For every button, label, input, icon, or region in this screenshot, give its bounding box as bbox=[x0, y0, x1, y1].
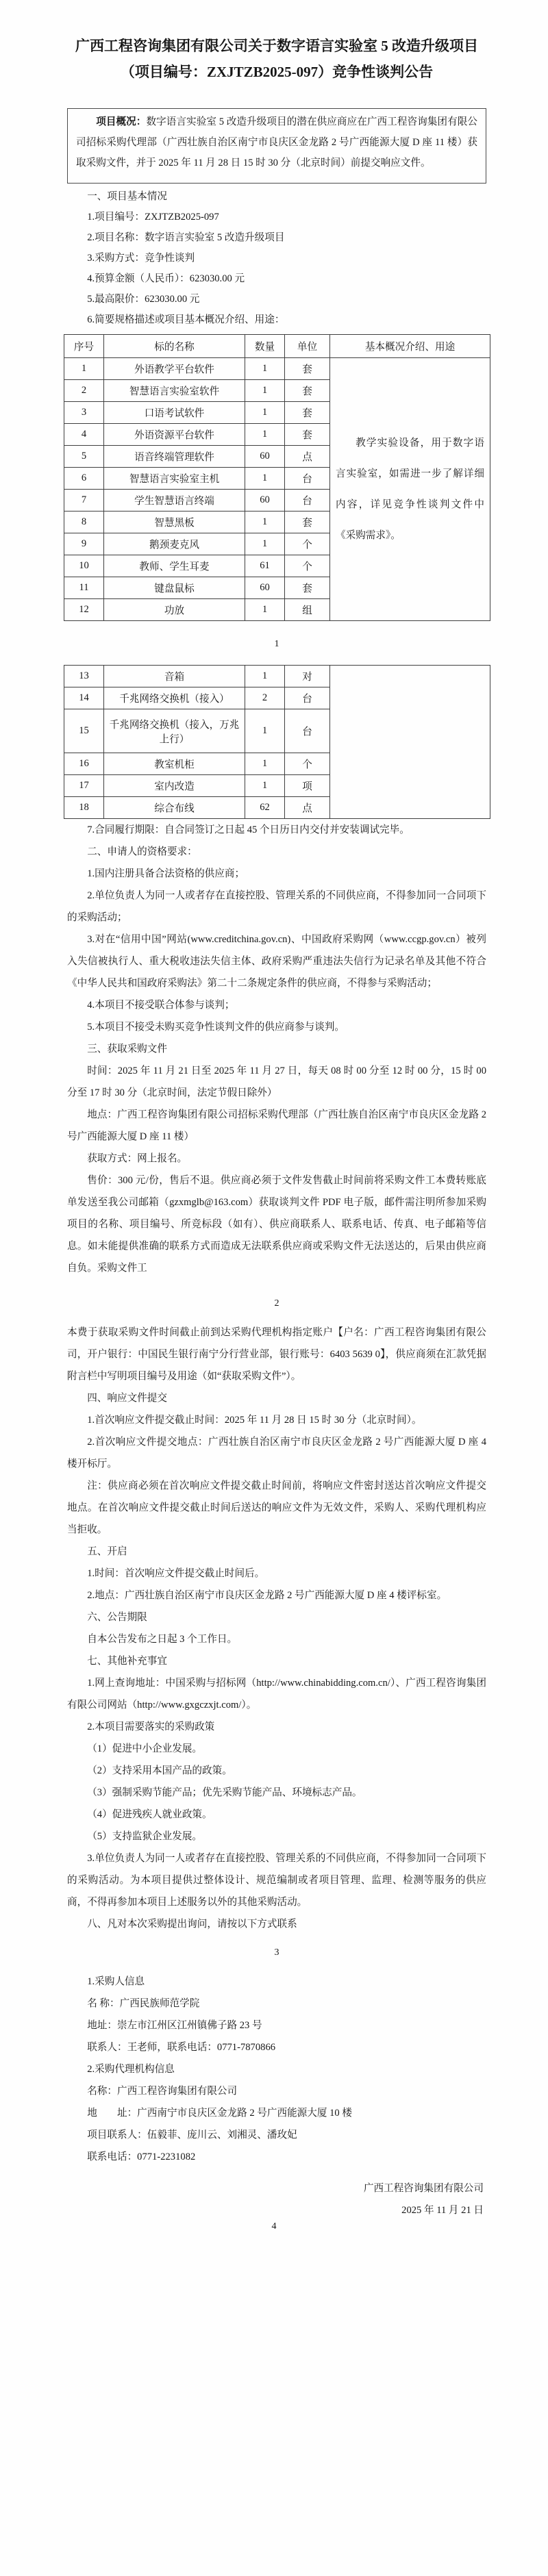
item-project-number: 1.项目编号：ZXJTZB2025-097 bbox=[87, 212, 219, 223]
cell-no: 18 bbox=[64, 797, 104, 819]
opening-place: 2.地点：广西壮族自治区南宁市良庆区金龙路 2 号广西能源大厦 D 座 4 楼评标室。 bbox=[87, 1590, 447, 1601]
cell-no: 4 bbox=[64, 424, 104, 446]
table-row bbox=[64, 666, 490, 687]
cell-qty: 1 bbox=[245, 533, 285, 555]
purchaser-contact: 联系人：王老师，联系电话：0771-7870866 bbox=[87, 2042, 276, 2053]
cell-qty: 1 bbox=[245, 380, 285, 402]
page-number-2: 2 bbox=[274, 1298, 279, 1309]
col-header-no: 序号 bbox=[64, 335, 104, 358]
cell-unit: 台 bbox=[285, 709, 330, 753]
response-deadline: 1.首次响应文件提交截止时间：2025 年 11 月 28 日 15 时 30 分（北京时间）。 bbox=[87, 1415, 422, 1426]
cell-no: 13 bbox=[64, 666, 104, 687]
heading-section-4: 四、响应文件提交 bbox=[87, 1393, 167, 1404]
cell-unit: 个 bbox=[285, 555, 330, 577]
cell-no: 7 bbox=[64, 490, 104, 512]
agency-address: 地 址：广西南宁市良庆区金龙路 2 号广西能源大厦 10 楼 bbox=[87, 2108, 352, 2119]
doc-title-line-2: （项目编号：ZXJTZB2025-097）竞争性谈判公告 bbox=[120, 64, 434, 80]
policy-item-5: （5）支持监狱企业发展。 bbox=[87, 1831, 203, 1842]
cell-qty: 2 bbox=[245, 687, 285, 709]
cell-qty: 1 bbox=[245, 358, 285, 380]
cell-no: 11 bbox=[64, 577, 104, 599]
cell-name: 外语教学平台软件 bbox=[104, 358, 245, 380]
qualification-item-3: 3.对在“信用中国”网站(www.creditchina.gov.cn)、中国政府采购网（www.ccgp.gov.cn）被列入失信被执行人、重大税收违法失信主体、政府采购严重违法失信行为记录名单及其他不符合《中华人民共和国政府采购法》第二十二条规定条件的供应商，不得参与采购活动； bbox=[67, 934, 486, 989]
cell-name: 口语考试软件 bbox=[104, 402, 245, 424]
item-price-ceiling: 5.最高限价：623030.00 元 bbox=[87, 294, 200, 305]
doc-obtain-time: 时间：2025 年 11 月 21 日至 2025 年 11 月 27 日，每天 08 时 00 分至 12 时 00 分，15 时 00 分至 17 时 30 分（北京时间，法定节假日除外） bbox=[67, 1065, 486, 1098]
signature-block bbox=[67, 2177, 486, 2221]
cell-name: 学生智慧语言终端 bbox=[104, 490, 245, 512]
heading-section-5: 五、开启 bbox=[87, 1546, 127, 1557]
purchaser-name: 名 称：广西民族师范学院 bbox=[87, 1998, 200, 2009]
heading-section-2: 二、申请人的资格要求： bbox=[87, 846, 197, 857]
procurement-policy-heading: 2.本项目需要落实的采购政策 bbox=[87, 1721, 215, 1732]
cell-name: 千兆网络交换机（接入，万兆上行） bbox=[104, 709, 245, 753]
cell-no: 9 bbox=[64, 533, 104, 555]
cell-unit: 台 bbox=[285, 687, 330, 709]
cell-qty: 1 bbox=[245, 753, 285, 775]
items-table-page2 bbox=[64, 665, 490, 819]
cell-no: 15 bbox=[64, 709, 104, 753]
online-query-address: 1.网上查询地址：中国采购与招标网（http://www.chinabidding.com.cn/）、广西工程咨询集团有限公司网站（http://www.gxgczxjt.com/）。 bbox=[67, 1678, 486, 1710]
cell-unit: 个 bbox=[285, 533, 330, 555]
table-row bbox=[64, 358, 490, 380]
cell-no: 12 bbox=[64, 599, 104, 621]
cell-qty: 1 bbox=[245, 599, 285, 621]
cell-no: 10 bbox=[64, 555, 104, 577]
cell-name: 外语资源平台软件 bbox=[104, 424, 245, 446]
heading-section-3: 三、获取采购文件 bbox=[87, 1044, 167, 1055]
cell-name: 室内改造 bbox=[104, 775, 245, 797]
agency-info-heading: 2.采购代理机构信息 bbox=[87, 2064, 175, 2075]
item-contract-period: 7.合同履行期限：自合同签订之日起 45 个日历日内交付并安装调试完毕。 bbox=[87, 824, 410, 835]
agency-name: 名称：广西工程咨询集团有限公司 bbox=[87, 2086, 238, 2097]
purchaser-address: 地址：崇左市江州区江州镇佛子路 23 号 bbox=[87, 2020, 262, 2031]
response-place: 2.首次响应文件提交地点：广西壮族自治区南宁市良庆区金龙路 2 号广西能源大厦 D 座 4 楼开标厅。 bbox=[67, 1437, 486, 1469]
project-overview-box bbox=[67, 108, 486, 184]
cell-unit: 台 bbox=[285, 490, 330, 512]
cell-qty: 1 bbox=[245, 468, 285, 490]
cell-qty: 61 bbox=[245, 555, 285, 577]
col-header-name: 标的名称 bbox=[104, 335, 245, 358]
cell-no: 6 bbox=[64, 468, 104, 490]
cell-no: 1 bbox=[64, 358, 104, 380]
cell-name: 智慧语言实验室主机 bbox=[104, 468, 245, 490]
items-table-page1 bbox=[64, 334, 490, 621]
doc-obtain-method: 获取方式：网上报名。 bbox=[87, 1153, 188, 1164]
cell-qty: 1 bbox=[245, 402, 285, 424]
cell-unit: 台 bbox=[285, 468, 330, 490]
cell-name: 千兆网络交换机（接入） bbox=[104, 687, 245, 709]
project-overview-paragraph bbox=[76, 112, 477, 173]
qualification-item-2: 2.单位负责人为同一人或者存在直接控股、管理关系的不同供应商，不得参加同一合同项下的采购活动； bbox=[67, 890, 486, 923]
cell-no: 5 bbox=[64, 446, 104, 468]
cell-no: 14 bbox=[64, 687, 104, 709]
cell-unit: 项 bbox=[285, 775, 330, 797]
doc-price-paragraph-part2: 本费于获取采购文件时间截止前到达采购代理机构指定账户【户名：广西工程咨询集团有限公司，开户银行：中国民生银行南宁分行营业部，银行账号：6403 5639 0】，供应商须在汇款凭据附言栏中写明项目编号及用途（如“获取采购文件”）。 bbox=[67, 1327, 486, 1382]
item-procurement-method: 3.采购方式：竞争性谈判 bbox=[87, 253, 195, 264]
cell-name: 功放 bbox=[104, 599, 245, 621]
cell-name: 语音终端管理软件 bbox=[104, 446, 245, 468]
cell-unit: 个 bbox=[285, 753, 330, 775]
item-budget-amount: 4.预算金额（人民币）：623030.00 元 bbox=[87, 273, 245, 284]
cell-unit: 套 bbox=[285, 424, 330, 446]
cell-unit: 组 bbox=[285, 599, 330, 621]
project-overview-label: 项目概况： bbox=[96, 116, 147, 127]
opening-time: 1.时间：首次响应文件提交截止时间后。 bbox=[87, 1568, 265, 1579]
signature-date: 2025 年 11 月 21 日 bbox=[401, 2205, 484, 2216]
cell-unit: 套 bbox=[285, 577, 330, 599]
signature-company: 广西工程咨询集团有限公司 bbox=[363, 2183, 484, 2194]
cell-name: 教师、学生耳麦 bbox=[104, 555, 245, 577]
purchaser-info-heading: 1.采购人信息 bbox=[87, 1976, 145, 1987]
item-project-name: 2.项目名称：数字语言实验室 5 改造升级项目 bbox=[87, 232, 285, 243]
supplement-item-3: 3.单位负责人为同一人或者存在直接控股、管理关系的不同供应商，不得参加同一合同项下的采购活动。为本项目提供过整体设计、规范编制或者项目管理、监理、检测等服务的供应商，不得再参加本项目上述服务以外的其他采购活动。 bbox=[67, 1853, 486, 1908]
page-number-1: 1 bbox=[274, 639, 279, 649]
doc-title-line-1: 广西工程咨询集团有限公司关于数字语言实验室 5 改造升级项目 bbox=[75, 38, 478, 54]
doc-obtain-place: 地点：广西工程咨询集团有限公司招标采购代理部（广西壮族自治区南宁市良庆区金龙路 2 号广西能源大厦 D 座 11 楼） bbox=[67, 1109, 486, 1142]
cell-qty: 1 bbox=[245, 666, 285, 687]
cell-qty: 1 bbox=[245, 775, 285, 797]
project-overview-text: 数字语言实验室 5 改造升级项目的潜在供应商应在广西工程咨询集团有限公司招标采购代理部（广西壮族自治区南宁市良庆区金龙路 2 号广西能源大厦 D 座 11 楼）获取采购文件，并于 2025 年 11 月 28 日 15 时 30 分（北京时间）前提交响应文件。 bbox=[76, 116, 477, 168]
items-table-header-row bbox=[64, 335, 490, 358]
agency-contacts: 项目联系人：伍毅菲、庞川云、刘湘灵、潘玫妃 bbox=[87, 2130, 297, 2141]
cell-name: 智慧语言实验室软件 bbox=[104, 380, 245, 402]
cell-no: 17 bbox=[64, 775, 104, 797]
policy-item-4: （4）促进残疾人就业政策。 bbox=[87, 1809, 212, 1820]
heading-section-1: 一、项目基本情况 bbox=[87, 191, 167, 202]
cell-name: 综合布线 bbox=[104, 797, 245, 819]
cell-unit: 点 bbox=[285, 797, 330, 819]
cell-name: 音箱 bbox=[104, 666, 245, 687]
cell-no: 2 bbox=[64, 380, 104, 402]
qualification-item-5: 5.本项目不接受未购买竞争性谈判文件的供应商参与谈判。 bbox=[87, 1022, 345, 1033]
cell-unit: 套 bbox=[285, 380, 330, 402]
cell-unit: 套 bbox=[285, 358, 330, 380]
policy-item-3: （3）强制采购节能产品；优先采购节能产品、环境标志产品。 bbox=[87, 1787, 362, 1798]
cell-qty: 1 bbox=[245, 709, 285, 753]
cell-qty: 60 bbox=[245, 577, 285, 599]
qualification-item-1: 1.国内注册具备合法资格的供应商； bbox=[87, 868, 245, 879]
cell-unit: 套 bbox=[285, 512, 330, 533]
agency-phone: 联系电话：0771-2231082 bbox=[87, 2151, 196, 2162]
cell-name: 鹅颈麦克风 bbox=[104, 533, 245, 555]
cell-unit: 套 bbox=[285, 402, 330, 424]
cell-qty: 62 bbox=[245, 797, 285, 819]
cell-no: 16 bbox=[64, 753, 104, 775]
policy-item-1: （1）促进中小企业发展。 bbox=[87, 1743, 203, 1754]
cell-name: 键盘鼠标 bbox=[104, 577, 245, 599]
col-header-unit: 单位 bbox=[285, 335, 330, 358]
items-description-text: 教学实验设备，用于数字语言实验室，如需进一步了解详细内容，详见竞争性谈判文件中《采购需求》。 bbox=[336, 437, 484, 541]
cell-qty: 1 bbox=[245, 424, 285, 446]
cell-description-empty bbox=[330, 666, 490, 819]
heading-section-7: 七、其他补充事宜 bbox=[87, 1656, 167, 1667]
doc-price-paragraph-part1: 售价：300 元/份，售后不退。供应商必须于文件发售截止时间前将采购文件工本费转账底单发送至我公司邮箱（gzxmglb@163.com）获取谈判文件 PDF 电子版，邮件需注明所参加采购项目的名称、项目编号、所竞标段（如有）、供应商联系人、联系电话、传真、电子邮箱等信息。如未能提供准确的联系方式而造成无法联系供应商或采购文件无法送达的，后果由供应商自负。采购文件工 bbox=[67, 1175, 486, 1274]
cell-no: 3 bbox=[64, 402, 104, 424]
response-note: 注：供应商必须在首次响应文件提交截止时间前，将响应文件密封送达首次响应文件提交地点。在首次响应文件提交截止时间后送达的响应文件为无效文件，采购人、采购代理机构应当拒收。 bbox=[67, 1480, 486, 1535]
cell-name: 教室机柜 bbox=[104, 753, 245, 775]
cell-qty: 1 bbox=[245, 512, 285, 533]
heading-section-6: 六、公告期限 bbox=[87, 1612, 147, 1623]
announcement-period: 自本公告发布之日起 3 个工作日。 bbox=[87, 1634, 238, 1645]
cell-name: 智慧黑板 bbox=[104, 512, 245, 533]
policy-item-2: （2）支持采用本国产品的政策。 bbox=[87, 1765, 232, 1776]
cell-no: 8 bbox=[64, 512, 104, 533]
cell-description-merged bbox=[330, 358, 490, 621]
col-header-desc: 基本概况介绍、用途 bbox=[330, 335, 490, 358]
cell-unit: 对 bbox=[285, 666, 330, 687]
page-number-4: 4 bbox=[271, 2221, 277, 2232]
cell-qty: 60 bbox=[245, 446, 285, 468]
item-spec-intro: 6.简要规格描述或项目基本概况介绍、用途： bbox=[87, 314, 285, 325]
cell-unit: 点 bbox=[285, 446, 330, 468]
qualification-item-4: 4.本项目不接受联合体参与谈判； bbox=[87, 1000, 235, 1011]
heading-section-8: 八、凡对本次采购提出询问，请按以下方式联系 bbox=[87, 1919, 297, 1930]
col-header-qty: 数量 bbox=[245, 335, 285, 358]
page-number-3: 3 bbox=[274, 1947, 279, 1958]
cell-qty: 60 bbox=[245, 490, 285, 512]
